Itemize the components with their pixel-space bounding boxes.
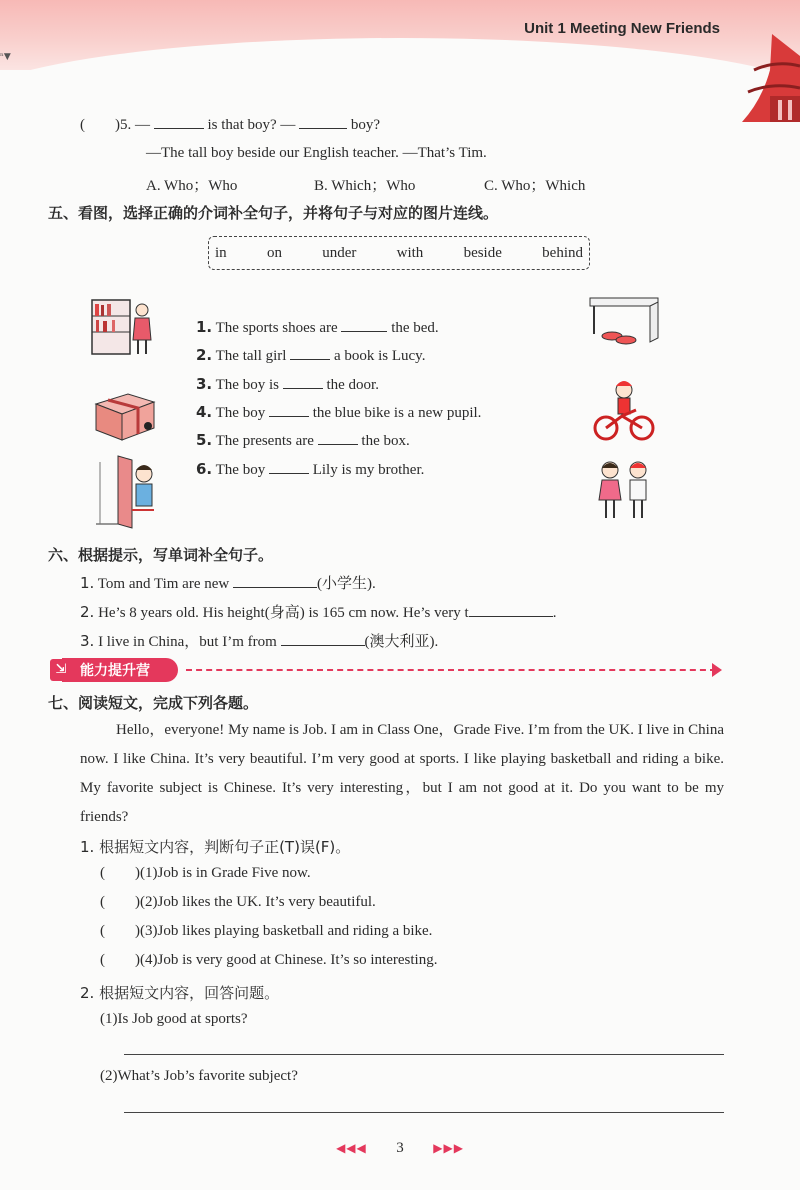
sentence-1: 1. The sports shoes are the bed.	[196, 318, 439, 336]
sentence-1-blank[interactable]	[341, 319, 387, 332]
sentence-5-blank[interactable]	[318, 432, 358, 445]
ability-banner: 能力提升营	[62, 658, 178, 682]
word-bank-item: beside	[463, 244, 502, 261]
boy-on-bike-image[interactable]	[592, 378, 656, 444]
corner-marks: ⁿ▼	[0, 52, 11, 62]
question-1: (1)Is Job good at sports?	[100, 1011, 248, 1027]
section-7-heading: 七、阅读短文，完成下列各题。	[48, 694, 259, 712]
word-bank-item: behind	[542, 244, 583, 261]
q5-label: )5. —	[115, 117, 150, 133]
word-bank-item: under	[322, 244, 357, 261]
banner-dashed-line	[186, 669, 716, 671]
q5-blank-1[interactable]	[154, 116, 204, 129]
fill-sentence-3: 3. I live in China，but I’m from (澳大利亚).	[80, 632, 439, 650]
answer-line-2[interactable]	[124, 1112, 724, 1113]
q5-blank-2[interactable]	[299, 116, 347, 129]
q5-mid: is that boy? —	[207, 117, 296, 133]
boy-beside-girl-image[interactable]	[594, 458, 658, 522]
word-bank-item: in	[215, 244, 227, 261]
fill-sentence-2: 2. He’s 8 years old. His height(身高) is 165 cm now. He’s very t .	[80, 603, 557, 621]
sentence-3-blank[interactable]	[283, 376, 323, 389]
fill-sentence-1: 1. Tom and Tim are new (小学生).	[80, 574, 376, 592]
section-5-heading: 五、看图，选择正确的介词补全句子，并将句子与对应的图片连线。	[48, 204, 499, 222]
banner-arrow-icon	[712, 663, 722, 677]
tf-bracket[interactable]: (	[100, 894, 105, 910]
word-bank-item: on	[266, 244, 282, 261]
q5-paren: (	[80, 117, 85, 133]
fill-blank-1[interactable]	[233, 575, 317, 588]
sentence-4: 4. The boy the blue bike is a new pupil.	[196, 403, 482, 421]
boy-behind-door-image[interactable]	[92, 454, 158, 530]
sentence-6-blank[interactable]	[269, 461, 309, 474]
tf-item-2: ( )(2)Job likes the UK. It’s very beautiful.	[100, 894, 376, 910]
sentence-3: 3. The boy is the door.	[196, 375, 379, 393]
tf-item-4: ( )(4)Job is very good at Chinese. It’s so interesting.	[100, 952, 438, 968]
q5-option-b: B. Which；Who	[314, 178, 416, 194]
tf-item-1: ( )(1)Job is in Grade Five now.	[100, 865, 311, 881]
unit-title: Unit 1 Meeting New Friends	[524, 20, 720, 37]
banner-icon: ⇲	[50, 659, 72, 681]
q5-end: boy?	[350, 117, 381, 133]
part-2-heading: 2. 根据短文内容，回答问题。	[80, 984, 280, 1002]
shoes-under-bed-image[interactable]	[588, 294, 660, 354]
page-number: 3	[396, 1140, 404, 1156]
sentence-4-blank[interactable]	[269, 404, 309, 417]
sentence-6: 6. The boy Lily is my brother.	[196, 460, 425, 478]
q5-option-a: A. Who；Who	[146, 178, 238, 194]
answer-line-1[interactable]	[124, 1054, 724, 1055]
reading-passage: Hello，everyone! My name is Job. I am in Class One，Grade Five. I’m from the UK. I live in China now. I like China. It’s very beautiful. I’m very good at sports. I like playing basketball and riding a bike. My favorite subject is Chinese. It’s very interesting，but I am not good at it. Do you want to be my friends?	[80, 722, 724, 825]
word-bank-item: with	[396, 244, 424, 261]
sentence-2: 2. The tall girl a book is Lucy.	[196, 346, 426, 364]
tf-bracket[interactable]: (	[100, 952, 105, 968]
fill-blank-3[interactable]	[281, 633, 365, 646]
gift-box-image[interactable]	[92, 386, 158, 442]
sentence-2-blank[interactable]	[290, 347, 330, 360]
tf-bracket[interactable]: (	[100, 865, 105, 881]
page-footer	[0, 1140, 800, 1157]
q5-answer: —The tall boy beside our English teacher. —That’s Tim.	[146, 145, 487, 161]
word-bank	[208, 236, 590, 270]
next-arrows-icon: ▶▶▶	[433, 1141, 464, 1155]
section-6-heading: 六、根据提示，写单词补全句子。	[48, 546, 274, 564]
part-1-heading: 1. 根据短文内容，判断句子正(T)误(F)。	[80, 838, 351, 856]
fill-blank-2[interactable]	[469, 604, 553, 617]
prev-arrows-icon: ◀◀◀	[336, 1141, 367, 1155]
question-5	[80, 116, 380, 134]
tf-item-3: ( )(3)Job likes playing basketball and riding a bike.	[100, 923, 433, 939]
bookshelf-girl-image[interactable]	[90, 296, 156, 358]
sentence-5: 5. The presents are the box.	[196, 431, 410, 449]
tf-bracket[interactable]: (	[100, 923, 105, 939]
pagoda-icon	[742, 30, 800, 122]
question-2: (2)What’s Job’s favorite subject?	[100, 1068, 298, 1084]
q5-option-c: C. Who；Which	[484, 178, 586, 194]
